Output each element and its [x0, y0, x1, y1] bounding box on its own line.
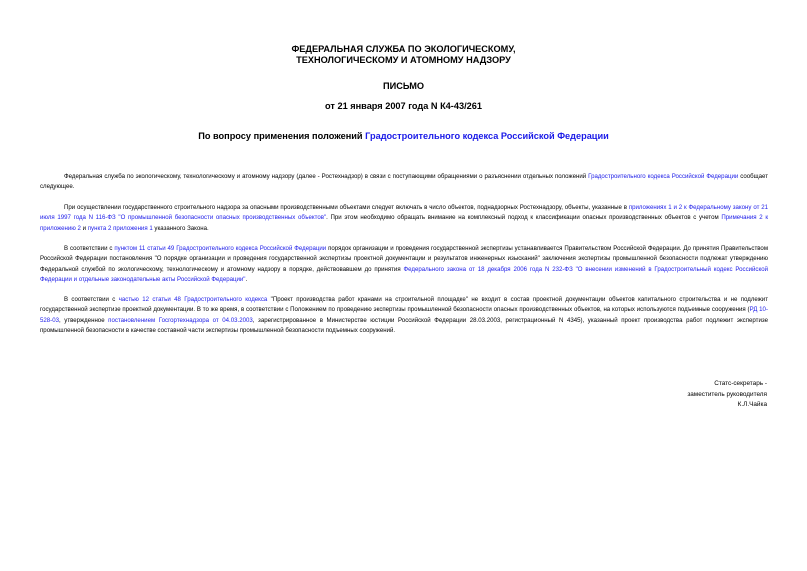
- subject-code-link-text: Градостроительного кодекса Российской Федерации: [365, 131, 609, 141]
- paragraph-3-link-article-49[interactable]: пунктом 11 статьи 49 Градостроительного кодекса Российской Федерации: [114, 245, 327, 252]
- subject-prefix: По вопросу применения положений: [198, 131, 363, 141]
- paragraph-2-text-4: указанного Закона.: [152, 224, 209, 232]
- agency-line-1: ФЕДЕРАЛЬНАЯ СЛУЖБА ПО ЭКОЛОГИЧЕСКОМУ,: [291, 44, 516, 54]
- paragraph-4-text-4: , зарегистрированное в Министерстве юстиции Российской Федерации 28.03.2003, регистрационный N 4345), указанный проект производства работ подлежит экспертизе промышленной безопасности в качестве составной части экспертизы промышленной безопасности подъемных сооружений.: [40, 316, 768, 335]
- paragraph-4: [40, 295, 768, 337]
- paragraph-2-text-2: . При этом необходимо обращать внимание на комплексный подход к классификации опасных производственных объектов с учетом: [326, 214, 722, 222]
- signature-block: [687, 379, 767, 411]
- subject-code-link[interactable]: [365, 131, 609, 141]
- signature-title-2: заместитель руководителя: [687, 390, 767, 398]
- paragraph-3-text-3: .: [245, 276, 248, 284]
- signature-title-1: Статс-секретарь -: [714, 380, 767, 387]
- document-date: от 21 января 2007 года N К4-43/261: [325, 101, 482, 111]
- paragraph-4-text-1: В соответствии с: [64, 296, 119, 303]
- paragraph-4-text-2: "Проект производства работ кранами на строительной площадке" не входит в состав проектной документации объектов капитального строительства и не подлежит государственной экспертизе проектной документации. В то же время, в соответствии с Положением по проведению экспертизы промышленной безопасности опасных производственных объектов, на которых используются подъемные сооружения (: [40, 296, 768, 314]
- paragraph-1-text-2: сообщает следующее.: [40, 173, 768, 191]
- paragraph-1-link-code[interactable]: Градостроительного кодекса Российской Федерации: [588, 173, 739, 180]
- paragraph-4-link-rd[interactable]: РД 10-528-03: [40, 306, 768, 324]
- paragraph-2-text-1: При осуществлении государственного строительного надзора за опасными производственными объектами следует включать в число объектов, поднадзорных Ростехнадзору, объекты, указанные в: [64, 204, 629, 211]
- paragraph-4-link-article-48[interactable]: частью 12 статьи 48 Градостроительного кодекса: [118, 296, 268, 303]
- agency-name: [0, 44, 807, 66]
- paragraph-3-link-law-232[interactable]: Федерального закона от 18 декабря 2006 года N 232-ФЗ "О внесении изменений в Градостроительный кодекс Российской Федерации и отдельные законодательные акты Российской Федерации": [40, 265, 768, 284]
- document-subject: [0, 131, 807, 142]
- paragraph-3-text-1: В соответствии с: [64, 245, 115, 252]
- paragraph-3: [40, 244, 768, 286]
- document-type: ПИСЬМО: [382, 81, 425, 91]
- paragraph-2-text-3: и: [80, 224, 88, 232]
- paragraph-2-link-note-2[interactable]: Примечания 2 к приложению 2: [40, 214, 768, 232]
- paragraph-2-link-item-2[interactable]: пункта 2 приложения 1: [87, 224, 153, 232]
- paragraph-1-text-1: Федеральная служба по экологическому, технологическому и атомному надзору (далее - Ростехнадзор) в связи с поступающими обращениями о разъяснении отдельных положений: [64, 173, 589, 180]
- paragraph-3-text-2: порядок организации и проведения государственной экспертизы устанавливается Правительством Российской Федерации. До принятия Правительством Российской Федерации постановления "О порядке организации и проведения государственной экспертизы проектной документации и результатов инженерных изысканий" заключения экспертизы промышленной безопасности подлежат утверждению Федеральной службой по экологическому, технологическому и атомному надзору в порядке, действовавшем до принятия: [40, 245, 769, 273]
- paragraph-2-link-law-116[interactable]: приложениях 1 и 2 к Федеральному закону от 21 июля 1997 года N 116-ФЗ "О промышленной безопасности опасных производственных объектов": [40, 204, 768, 222]
- paragraph-4-link-resolution[interactable]: постановлением Госгортехнадзора от 04.03.2003: [108, 316, 253, 324]
- paragraph-2: [40, 203, 768, 234]
- agency-line-2: ТЕХНОЛОГИЧЕСКОМУ И АТОМНОМУ НАДЗОРУ: [296, 55, 511, 65]
- signature-name: К.Л.Чайка: [737, 401, 767, 409]
- paragraph-1: [40, 172, 768, 193]
- paragraph-4-text-3: , утвержденное: [58, 316, 109, 324]
